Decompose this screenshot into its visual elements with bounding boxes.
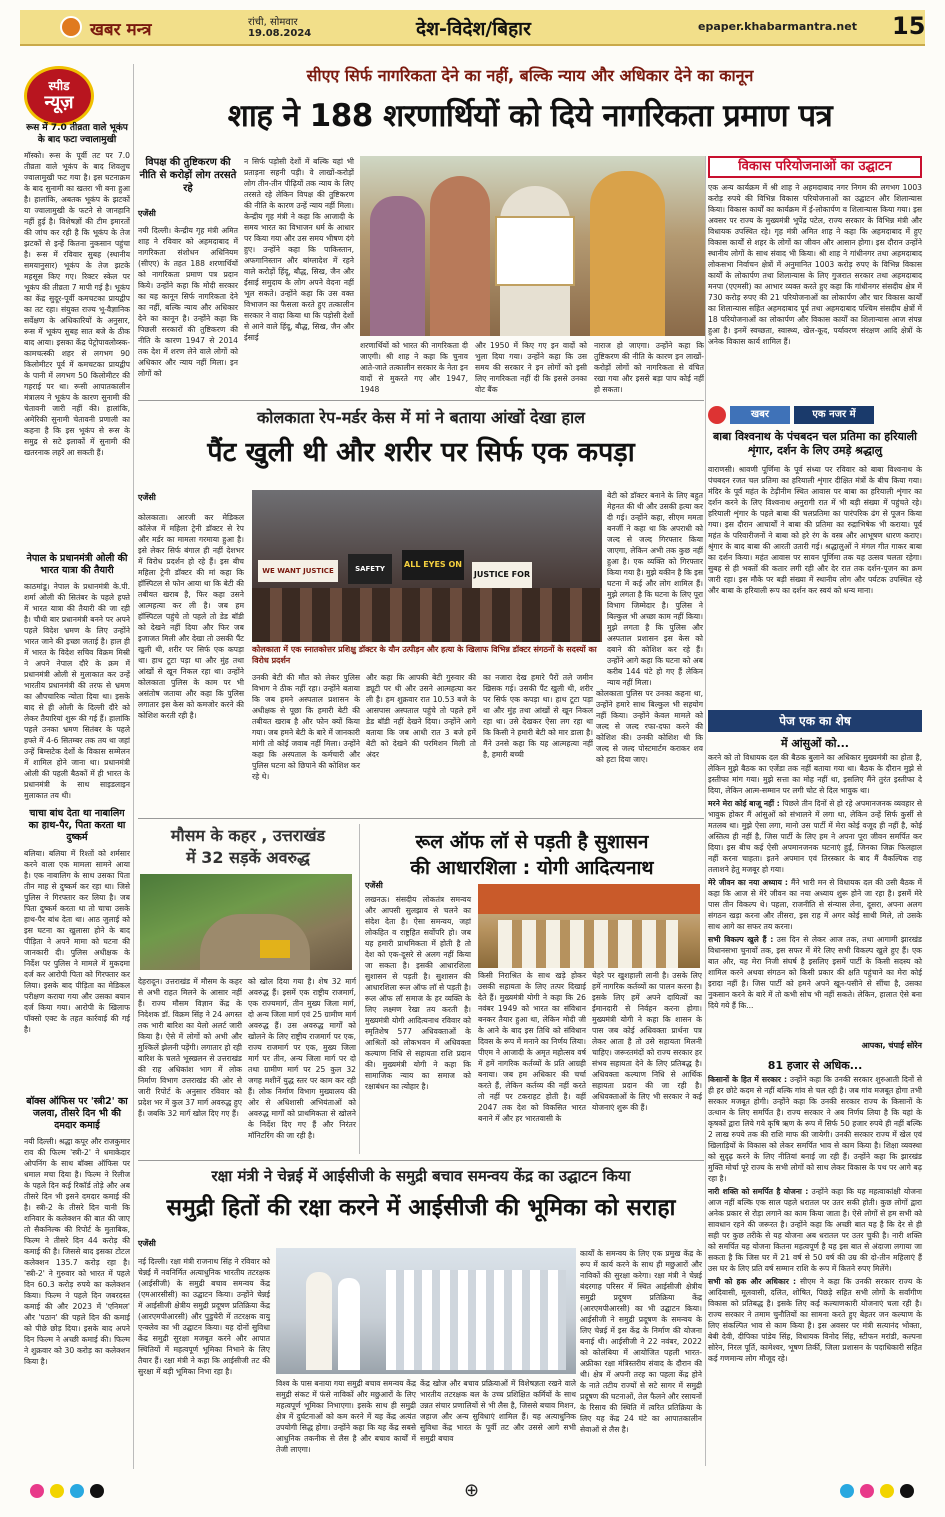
coast-guard-column-2: विश्व के पास बनाया गया समुद्री बचाव समन्वय केंद्र समुद्री संकट में फंसे नाविकों और मछुआरों के लिए महत्वपूर्ण भूमिका निभाएगा। इसके साथ ही समुद्री क्षेत्र में दुर्घटनाओं को कम करने में यह केंद्र अत्यंत उपयोगी सिद्ध होगा। उन्होंने कहा कि यह केंद्र सबसे आधुनिक तकनीक से लैस है और बचाव कार्यों में तेजी लाएगा। [276,1379,416,1454]
lead-photo-figure-left [430,176,490,336]
divider [138,818,704,819]
divider [138,1160,704,1161]
lead-photo-figure-right [590,171,665,336]
shesh-label: किसानों के हित में सरकार : [708,1075,788,1084]
kolkata-headline: पैंट खुली थी और शरीर पर सिर्फ एक कपड़ा [207,437,635,468]
footer-bar [20,1476,925,1506]
rule-of-law-headline-line1: रूल ऑफ लॉ से पड़ती है सुशासन [415,831,649,853]
speed-news-logo [24,66,94,126]
shesh-label: सभी विकल्प खुले हैं : [708,935,774,944]
masthead-bar [20,10,925,46]
coast-guard-kicker: रक्षा मंत्री ने चेन्नई में आईसीजी के समुद्री बचाव समन्वय केंद्र का उद्घाटन किया [211,1167,631,1185]
mausam-headline-line2: में 32 सड़कें अवरुद्ध [186,848,310,867]
brand-name: खबर मन्त्र [90,20,152,40]
speed-news-body: काठमांडू। नेपाल के प्रधानमंत्री के.पी. शर्मा ओली की सितंबर के पहले हफ्ते में भारत यात्रा की तैयारी की जा रही है। चौथी बार प्रधानमंत्री बनने पर अपने पहले विदेश भ्रमण के लिए उन्होंने भारत जाने की इच्छा जताई है। हाल ही में भारत के विदेश सचिव विक्रम मिस्री ने अपने नेपाल दौरे के क्रम में प्रधानमंत्री ओली से मुलाकात कर उन्हें भारतीय प्रधानमंत्री की तरफ से भ्रमण का औपचारिक न्योता दिया था। इसके बाद से ही ओली के दिल्ली दौरे को लेकर तैयारियां शुरू की गई हैं। हालांकि पहले उनका भ्रमण सितंबर के पहले हफ्ते में 4-6 सितम्बर तक तय था जहां उन्हें बिम्सटेक देशों के विकास सम्मेलन में शामिल होने जाना था। प्रधानमंत्री ओली की पहली बैठकों में ही भारत के प्रधानमंत्री के साथ साइडलाइन मुलाकात तय थी। [24,582,130,800]
mausam-headline-line1: मौसम के कहर , उत्तराखंड [170,826,326,845]
shesh-paragraph [708,1074,922,1184]
shesh-sub: में आंसुओं को... [781,737,849,750]
edition-city-day: रांची, सोमवार [248,17,298,28]
kolkata-column-2: उनकी बेटी की मौत को लेकर पुलिस विभाग ने ठीक नहीं रहा। उन्होंने बताया कि जब हमने अस्पताल प्रशासन के अधीक्षक से पूछा कि हमारी बेटी की तबीयत खराब है और फोन क्यों किया गया। जब हमने बेटी के बारे में जानकारी मांगी तो कोई जवाब नहीं मिला। उन्होंने कहा कि अस्पताल के कर्मचारी और पुलिस घटना को छिपाने की कोशिश कर रहे थे। [252,673,360,781]
mausam-photo [140,874,352,970]
shesh-text-block [708,752,922,1038]
ek-nazar-headline: बाबा विश्वनाथ के पंचबदन चल प्रतिमा का हरियाली शृंगार, दर्शन के लिए उमड़े श्रद्धालु [713,430,917,457]
speed-news-logo-top: स्पीड [48,79,70,93]
vikas-body: एक अन्य कार्यक्रम में श्री शाह ने अहमदाबाद नगर निगम की लगभग 1003 करोड़ रुपये की विभिन्न विकास परियोजनाओं का उद्घाटन और शिलान्यास किया। विकास कार्यों का कार्यक्रम में ई-लोकार्पण व शिलान्यास किया गया। इस अवसर पर राज्य के मुख्यमंत्री भूपेंद्र पटेल, राज्य सरकार के विभिन्न मंत्री और विधायक उपस्थित रहे। गृह मंत्री अमित शाह ने कहा कि अहमदाबाद में हुए विकास कार्यों से शहर के लोगों का जीवन और आसान होगा। इस दौरान उन्होंने स्थानीय लोगों के साथ संवाद भी किया। श्री शाह ने गांधीनगर तथा अहमदाबाद लोकसभा निर्वाचन क्षेत्रों में अनुमानित 1003 करोड़ रुपए के विभिन्न विकास कार्यों के लोकार्पण तथा शिलान्यास के लिए गुजरात सरकार तथा अहमदाबाद मनपा (एएमसी) का आभार व्यक्त करते हुए कहा कि गांधीनगर संसदीय क्षेत्र में 730 करोड़ रुपए की 21 परियोजनाओं का लोकार्पण और चार विकास कार्यों का शिलान्यास सहित अहमदाबाद पूर्व तथा अहमदाबाद पश्चिम संसदीय क्षेत्रों में 18 परियोजनाओं का लोकार्पण और विकास कार्यों का शिलान्यास आज संपन्न हुआ है। इनमें स्वच्छता, स्वास्थ्य, खेल-कूद, पर्यावरण संरक्षण आदि क्षेत्रों के अनेक विकास कार्य शामिल हैं। [708,183,922,346]
lead-column-1: नयी दिल्ली। केन्द्रीय गृह मंत्री अमित शाह ने रविवार को अहमदाबाद में नागरिकता संशोधन अधिनियम (सीएए) के तहत 188 शरणार्थियों को नागरिकता प्रमाण पत्र प्रदान किये। उन्होंने कहा कि मोदी सरकार का यह कानून सिर्फ नागरिकता देने का नहीं, बल्कि न्याय और अधिकार देने का कानून है। उन्होंने कहा कि पिछली सरकारों की तुष्टिकरण की नीति के कारण 1947 से 2014 तक देश में शरण लेने वाले लोगों को अधिकार और न्याय नहीं मिला। इन लोगों को [138,226,238,378]
protest-sign: SAFETY [348,554,392,584]
shesh-paragraph [708,1276,922,1364]
coast-guard-headline: समुद्री हितों की रक्षा करने में आईसीजी की भूमिका को सराहा [166,1195,676,1221]
shesh-paragraph [708,877,922,932]
vikas-headline-box [708,156,922,178]
guard-of-honour [386,1270,566,1370]
shesh-paragraph: करने को तो विधायक दल की बैठक बुलाने का अधिकार मुख्यमंत्री का होता है, लेकिन मुझे बैठक का एजेंडा तक नहीं बताया गया था। बैठक के दौरान मुझे से इस्तीफा मांग गया। मुझे सत्ता का मोह नहीं था, इसलिए मैंने तुरंत इस्तीफा दे दिया, लेकिन आत्म-सम्मान पर लगी चोट से दिल भावुक था। [708,753,922,795]
minister-figure [306,1272,332,1370]
shesh-text: उस दिन से लेकर आज तक, तथा आगामी झारखंड विधानसभा चुनावों तक, इस सफर में मेरे लिए सभी विकल्प खुले हुए हैं। एक बात और, यह मेरा निजी संघर्ष है इसलिए इसमें पार्टी के किसी सदस्य को शामिल करने अथवा संगठन को किसी प्रकार की क्षति पहुंचाने का मेरा कोई इरादा नहीं है। जिस पार्टी को हमने अपने खून-पसीने से सींचा है, उसका नुकसान करने के बारे में तो कभी सोच भी नहीं सकते। लेकिन, हालात ऐसे बना दिये गये हैं कि... [708,935,922,1010]
vikas-headline: विकास परियोजनाओं का उद्घाटन [738,159,892,174]
color-register-mark-icon [860,1484,874,1498]
speed-news-headline: रूस में 7.0 तीव्रता वाले भूकंप के बाद फटा ज्वालामुखी [26,123,128,145]
color-register-mark-icon [30,1484,44,1498]
mausam-column-1: देहरादून। उत्तराखंड में मौसम के कहर से अभी राहत मिलने के आसार नहीं हैं। राज्य मौसम विज्ञान केंद्र के निदेशक डॉ. विक्रम सिंह ने 24 अगस्त तक भारी बारिश का येलो अलर्ट जारी किया है। ऐसे में लोगों को अभी और मुश्किलें झेलनी पड़ेंगी। लगातार हो रही बारिश के चलते भूस्खलन से उत्तराखंड की राह अधिकांश भाग में लोक निर्माण विभाग उत्तराखंड की ओर से जारी रिपोर्ट के अनुसार रविवार को प्रदेश भर में कुल 37 मार्ग अवरुद्ध हुए हैं। जबकि 32 मार्ग खोल दिए गए हैं। [138,977,242,1118]
lead-photo [360,156,705,336]
lead-headline: शाह ने 188 शरणार्थियों को दिये नागरिकता प्रमाण पत्र [227,98,833,134]
officer-figure [338,1278,360,1370]
shesh-paragraph [708,1186,922,1274]
coast-guard-photo [276,1248,576,1374]
column-rule [359,824,360,1154]
kolkata-kicker: कोलकाता रेप-मर्डर केस में मां ने बताया आंखों देखा हाल [257,408,585,427]
shesh-label: मेरे जीवन का नया अध्याय : [708,878,788,887]
shesh-text: मैंने भारी मन से विधायक दल की उसी बैठक में कहा कि आज से मेरे जीवन का नया अध्याय शुरू होने जा रहा है। इसमें मेरे पास तीन विकल्प थे। पहला, राजनीति से संन्यास लेना, दूसरा, अपना अलग संगठन खड़ा करना और तीसरा, इस राह में अगर कोई साथी मिले, तो उसके साथ आगे का सफर तय करना। [708,878,922,931]
shesh-text: पिछले तीन दिनों से हो रहे अपमानजनक व्यवहार से भावुक होकर मैं आंसुओं को संभालने में लगा था, लेकिन उन्हें सिर्फ कुर्सी से मतलब था। मुझे ऐसा लगा, मानो उस पार्टी में मेरा कोई वजूद ही नहीं है, कोई अस्तित्व ही नहीं है, जिस पार्टी के लिए हम ने अपना पूरा जीवन समर्पित कर दिया। इस बीच कई ऐसी अपमानजनक घटनाएं हुईं, जिनका जिक्र फिलहाल नहीं करना चाहता। इतने अपमान एवं तिरस्कार के बाद मैं वैकल्पिक राह तलाशने हेतु मजबूर हो गया। [708,799,922,874]
coast-guard-byline: एजेंसी [138,1239,156,1248]
lead-column-2: न सिर्फ पड़ोसी देशों में बल्कि यहां भी प्रताड़ना सहनी पड़ी। वे लाखों-करोड़ों लोग तीन-तीन पीढ़ियों तक न्याय के लिए तरसते रहे लेकिन विपक्ष की तुष्टिकरण की नीति के कारण उन्हें न्याय नहीं मिला। केन्द्रीय गृह मंत्री ने कहा कि आजादी के समय भारत का विभाजन धर्म के आधार पर किया गया और उस समय भीषण दंगे हुए। उन्होंने कहा कि पाकिस्तान, अफगानिस्तान और बांग्लादेश में रहने वाले करोड़ों हिंदू, बौद्ध, सिख, जैन और ईसाई समुदाय के लोग अपने वेदना नहीं भूल सकते। उन्होंने कहा कि उस वक्त विभाजन का फैसला करते हुए तत्कालीन सरकार ने वादा किया था कि पड़ोसी देशों से आने वाले हिंदू, बौद्ध, सिख, जैन और ईसाई [244,157,354,342]
protest-sign: JUSTICE FOR [472,562,532,588]
edition-date: 19.08.2024 [248,28,312,39]
kolkata-column-4: का नजारा देख हमारे पैरों तले जमीन खिसक गई। उसकी पैंट खुली थी, शरीर पर सिर्फ एक कपड़ा था। हाथ टूटा पड़ा था और मुंह तथा आंखों से खून निकल रहा था। उसे देखकर ऐसा लग रहा था कि किसी ने हमारी बेटी को मार डाला है। मैंने उनसे कहा कि यह आत्महत्या नहीं है, हमारी बच्ची [483,673,593,759]
shesh-signature: आपका, चंपाई सोरेन [861,1041,922,1050]
coast-guard-column-4: कार्यों के समन्वय के लिए एक प्रमुख केंद्र के रूप में कार्य करने के साथ ही मछुआरों और नाविकों की सुरक्षा करेगा। रक्षा मंत्री ने चेन्नई बंदरगाह परिसर में स्थित आईसीजी क्षेत्रीय समुद्री प्रदूषण प्रतिक्रिया केंद्र (आरएमपीआरसी) का भी उद्घाटन किया। आईसीजी ने समुद्री प्रदूषण के समन्वय के लिए चेन्नई में इस केंद्र के निर्माण की योजना बनाई थी। आईसीजी ने 22 नवंबर, 2022 को कोलंबिया में आयोजित पहली भारत-अफ्रीका रक्षा मंत्रिस्तरीय संवाद के दौरान की थी। क्षेत्र में अपनी तरह का पहला केंद्र होने के नाते तटीय राज्यों से सटे सागर में समुद्री प्रदूषण की घटनाओं, तेल फैलने और रसायनों के रिसाव की स्थिति में त्वरित प्रतिक्रिया के लिए यह केंद्र 24 घंटे का आपातकालीन सेवाओं से लैस है। [580,1249,702,1434]
section-title: देश-विदेश/बिहार [416,18,531,40]
ek-nazar-tag-right: एक नजर में [794,406,874,424]
shesh-text: उन्होंने कहा कि उनकी सरकार शुरुआती दिनों से ही हर छोटे कदम से नहीं बल्कि गांव से चल रही है। जब गांव मजबूत होगा तभी सरकार मजबूत होगी। उन्होंने कहा कि उनकी सरकार राज्य के किसानों के उत्थान के लिए समर्पित है। राज्य सरकार ने अब निर्णय लिया है कि यहां के कृषकों द्वारा लिये गये कृषि ऋण के रूप में सिर्फ 50 हजार रुपये ही नहीं बल्कि 2 लाख रुपये तक की राशि माफ की जायेगी। उनकी सरकार राज्य में खेल एवं खिलाड़ियों के विकास को लेकर समर्पित भाव से काम किया है। शिक्षा व्यवस्था को सुदृढ़ करने के लिए नीतियां बनाई जा रही हैं। उन्होंने कहा कि झारखंड मुक्ति मोर्चा पूरे राज्य के सभी लोगों को साथ लेकर विकास के पथ पर आगे बढ़ रहा है। [708,1075,922,1183]
right-column-rule [705,156,706,1466]
color-register-mark-icon [70,1484,84,1498]
color-register-mark-icon [90,1484,104,1498]
stage-banner [478,884,700,914]
coast-guard-column-3: केंद्र खोज और बचाव प्रक्रियाओं में विशेषज्ञता रखने वाले भारतीय तटरक्षक बल के उच्च प्रशिक्षित कर्मियों के साथ उन्नत संचार प्रणालियों से भी लैस है, जिससे बचाव मिशन, जहाज और अन्य सुविधाएं शामिल हैं। यह अत्याधुनिक सुविधा केंद्र भारत के पूर्वी तट और उससे आगे सभी समुद्री बचाव [420,1379,576,1443]
rule-of-law-column-2: किसी निराश्रित के साथ खड़े होकर उसकी सहायता के लिए तत्पर दिखाई देते हैं। मुख्यमंत्री योगी ने कहा कि 26 नवंबर 1949 को भारत का संविधान बनकर तैयार हुआ था, लेकिन मोदी जी के आने के बाद इस तिथि को संविधान दिवस के रूप में मनाने का निर्णय लिया। पीएम ने आजादी के अमृत महोत्सव वर्ष में हमें नागरिक कर्तव्यों के प्रति आग्रही बनाया। जब हम अधिकार की चर्चा करते हैं, लेकिन कर्तव्य की नहीं करते तो नहीं पर टकराहट होती है। वहीं 2047 तक देश को विकसित भारत बनाने में और हर भारतवासी के [478,971,587,1123]
rule-of-law-column-3: चेहरे पर खुशहाली लानी है। उसके लिए हमें नागरिक कर्तव्यों का पालन करना है। इसके लिए हमें अपने दायित्वों का ईमानदारी से निर्वहन करना होगा। मुख्यमंत्री योगी ने कहा कि शासन के पास जब कोई अधिवक्ता प्रार्थना पत्र लेकर आता है तो उसे सहायता मिलनी चाहिए। जरूरतमंदों को राज्य सरकार हर संभव सहायता देने के लिए प्रतिबद्ध है। अधिवक्ता कल्याण निधि से आर्थिक सहायता प्रदान की जा रही है। अधिवक्ताओं के लिए भी सरकार ने कई योजनाएं शुरू की हैं। [592,971,702,1112]
shesh-label: नारी शक्ति को समर्पित है योजना : [708,1187,809,1196]
color-register-mark-icon [900,1484,914,1498]
shesh-label: मरने मेरा कोई बाजू नहीं : [708,799,780,808]
kolkata-column-3: और कहा कि आपकी बेटी गुरुवार की ड्यूटी पर थी और उसने आत्महत्या कर ली है। हम शुक्रवार रात 10.53 बजे के आसपास अस्पताल पहुंचे तो पहले हमें डेड बॉडी नहीं देखने दिया। उन्होंने आगे बताया कि जब आधी रात 3 बजे हमें बेटी को देखने की परमिशन मिली तो अंदर [366,673,476,759]
speed-news-column [24,122,130,1467]
lead-byline: एजेंसी [138,209,156,218]
divider [138,400,704,401]
protest-sign: ALL EYES ON [402,550,464,580]
color-register-mark-icon [840,1484,854,1498]
kolkata-photo [252,490,602,642]
shesh-title: पेज एक का शेष [779,714,851,728]
certificate-icon [495,216,575,286]
stage-people [498,920,678,968]
rule-of-law-byline: एजेंसी [365,881,383,890]
kolkata-column-5: बेटी को डॉक्टर बनाने के लिए बहुत मेहनत की थी और उसकी हत्या कर दी गई। उन्होंने कहा, सीएम ममता बनर्जी ने कहा था कि अपराधी को जल्द से जल्द गिरफ्तार किया जाएगा, लेकिन अभी तक कुछ नहीं हुआ है। एक व्यक्ति को गिरफ्तार किया गया है। मुझे यकीन है कि इस घटना में कई और लोग शामिल हैं। मुझे लगता है कि घटना के लिए पूरा विभाग जिम्मेदार है। पुलिस ने बिल्कुल भी अच्छा काम नहीं किया। मुझे लगता है कि पुलिस और अस्पताल प्रशासन इस केस को दबाने की कोशिश कर रहे हैं। उन्होंने आगे कहा कि घटना को अब करीब 144 घंटे हो गए हैं लेकिन न्याय नहीं मिला। [607,491,704,687]
color-register-mark-icon [50,1484,64,1498]
lead-column-4: और 1950 में किए गए इन वादों को भुला दिया गया। उन्होंने कहा कि उस समय की सरकार ने इन लोगों को इसी लिए नागरिकता नहीं दी कि इससे उनका वोट बैंक [475,341,587,394]
shesh-label: सभी को हक और अधिकार : [708,1277,797,1286]
shesh-header [708,710,922,732]
left-column-rule [133,64,134,1469]
kolkata-photo-caption: कोलकाता में एक स्नातकोत्तर प्रशिक्षु डॉक्टर के यौन उत्पीड़न और हत्या के खिलाफ विभिन्न डॉक्टर संगठनों के सदस्यों का विरोध प्रदर्शन [252,645,597,665]
ek-nazar-flower-icon [708,406,726,424]
lead-subheadline: विपक्ष की तुष्टिकरण की नीति से करोड़ों लोग तरसते रहे [139,157,237,194]
shesh-paragraph [708,934,922,1011]
brand-logo-icon [60,16,82,38]
registration-mark-icon: ⊕ [464,1480,480,1501]
shesh-text: सीएम ने कहा कि उनकी सरकार राज्य के आदिवासी, मूलवासी, दलित, शोषित, पिछड़े सहित सभी लोगों के सर्वांगीण विकास को प्रतिबद्ध है। इसके लिए कई कल्याणकारी योजनाएं चला रही है। राज्य सरकार ने तमाम चुनौतियों का सामना करते हुए बेहतर जन कल्याण के लिए संकल्पित भाव से काम किया है। इस अवसर पर मंत्री सत्यानंद भोक्ता, बेबी देवी, दीपिका पांडेय सिंह, विधायक विनोद सिंह, स्टीफन मरांडी, कल्पना सोरेन, निरल पूर्ति, कामेश्वर, भूषण तिर्की, जिला प्रशासन के पदाधिकारी सहित कई गणमान्य लोग मौजूद रहे। [708,1277,923,1363]
rule-of-law-headline-line2: की आधारशिला : योगी आदित्यनाथ [410,857,654,879]
speed-news-headline: चाचा बांध देता था नाबालिग का हाथ-पैर, पिता करता था दुष्कर्म [28,808,126,843]
mausam-column-2: को खोल दिया गया है। शेष 32 मार्ग अवरुद्ध हैं। इसमें एक राष्ट्रीय राजमार्ग, एक राज्यमार्ग, तीन मुख्य जिला मार्ग, दो अन्य जिला मार्ग एवं 25 ग्रामीण मार्ग अवरुद्ध हैं। उस अवरुद्ध मार्गों को खोलने के लिए राष्ट्रीय राजमार्ग पर एक, राज्य राजमार्ग पर एक, मुख्य जिला मार्ग पर तीन, अन्य जिला मार्ग पर दो तथा ग्रामीण मार्ग पर 25 कुल 32 जगह मशीनें युद्ध स्तर पर काम कर रही हैं। लोक निर्माण विभाग मुख्यालय की ओर से अधिशासी अभियंताओं को अवरुद्ध मार्गों को प्राथमिकता से खोलने के निर्देश दिए गए हैं और निरंतर मॉनिटरिंग की जा रही है। [248,977,356,1140]
kolkata-column-1: कोलकाता। आरजी कर मेडिकल कॉलेज में महिला ट्रेनी डॉक्टर से रेप और मर्डर का मामला गरमाया हुआ है। इसे लेकर सिर्फ बंगाल ही नहीं देशभर में विरोध प्रदर्शन हो रहे हैं। इस बीच महिला ट्रेनी डॉक्टर की मां कहा कि हॉस्पिटल से फोन आया था कि बेटी की तबीयत खराब है, फिर कहा उसने आत्महत्या कर ली है। जब हम हॉस्पिटल पहुंचे तो पहले तो डेड बॉडी को देखने नहीं दिया और फिर जब इजाजत मिली और देखा तो उसकी पैंट खुली थी, शरीर पर सिर्फ एक कपड़ा था। हाथ टूटा पड़ा था और मुंह तथा आंखों से खून निकल रहा था। उन्होंने कोलकाता पुलिस के काम पर भी असंतोष जताया और कहा कि पुलिस लगातार इस केस को कमजोर करने की कोशिश करती रही है। [138,513,244,720]
shesh-paragraph [708,798,922,875]
lead-kicker: सीएए सिर्फ नागरिकता देने का नहीं, बल्कि न्याय और अधिकार देने का कानून [306,66,754,85]
protest-crowd [252,588,602,642]
speed-news-body: नयी दिल्ली। श्रद्धा कपूर और राजकुमार राव की फिल्म 'स्त्री-2' ने धमाकेदार ओपनिंग के साथ बॉक्स ऑफिस पर धमाल मचा दिया है। फिल्म ने रिलीज के पहले दिन कई रिकॉर्ड तोड़े और अब तीसरे दिन भी इसने दमदार कमाई की है। स्त्री-2 के तीसरे दिन यानी कि शनिवार के कलेक्शन की बात की जाए तो सैकनिल्क की रिपोर्ट के मुताबिक, फिल्म ने तीसरे दिन 44 करोड़ की कमाई की है। जिससे बाद इसका टोटल कलेक्शन 135.7 करोड़ रहा है। 'स्त्री-2' ने गुरुवार को भारत में पहले दिन 60.3 करोड़ रुपये का कलेक्शन किया। फिल्म ने पहले दिन जबरदस्त कमाई की और 2023 में 'एनिमल' और 'पठान' की पहले दिन की कमाई को पीछे छोड़ दिया। इसके बाद अपने दिन फिल्म ने अच्छी कमाई की। फिल्म ने शुक्रवार को 30 करोड़ का कलेक्शन किया है। [24,1137,130,1366]
shesh-text-block [708,1074,922,1466]
kolkata-byline: एजेंसी [138,493,156,502]
rule-of-law-photo [478,884,700,968]
speed-news-body: बलिया। बलिया में रिश्तों को शर्मसार करने वाला एक मामला सामने आया है। एक नाबालिग के साथ उसका पिता तीन माह से दुष्कर्म कर रहा था। जिसे पुलिस ने गिरफ्तार कर लिया है। जब पिता दुष्कर्म करता था तो चाचा उसके हाथ-पैर बांध देता था। आठ जुलाई को इस घटना का खुलासा होने के बाद पीड़िता ने अपने मामा को घटना की जानकारी दी। पुलिस अधीक्षक के निर्देश पर पुलिस ने मामले में मुकदमा दर्ज कर आरोपी पिता को गिरफ्तार कर लिया। इसके बाद पीड़िता का मेडिकल परीक्षण कराया गया और उसका बयान दर्ज किया गया। आरोपी के खिलाफ पॉक्सो एक्ट के तहत कार्रवाई की गई है। [24,849,130,1034]
speed-news-logo-bottom: न्यूज़ [44,92,74,113]
color-register-mark-icon [880,1484,894,1498]
ek-nazar-tag-left: खबर [730,406,790,424]
lead-column-5: नाराज हो जाएगा। उन्होंने कहा कि तुष्टिकरण की नीति के कारण इन लाखों-करोड़ों लोगों को नागरिकता से वंचित रखा गया और इससे बड़ा पाप कोई नहीं हो सकता। [594,341,704,394]
excavator-icon [260,940,290,958]
ek-nazar-body: वाराणसी। श्रावणी पूर्णिमा के पूर्व संध्या पर रविवार को बाबा विश्वनाथ के पंचबदन रजत चल प्रतिमा का हरियाली शृंगार दीक्षित मंत्रों के बीच किया गया। मंदिर के पूर्व महंत के टेढ़ीनीम स्थित आवास पर बाबा का हरियाली शृंगार का दर्शन करने के लिए विश्वनाथ अनुरागी रात में भी बड़ी संख्या में पहुंचते रहे। हरियाली शृंगार के पहले बाबा की चलप्रतिमा का पारंपरिक ढंग से पूजन किया गया। इस दौरान आचार्यों ने बाबा की प्रतिमा का रुद्राभिषेक भी कराया। पूर्व महंत के परिवारीजनों ने बाबा को हरे रंग के वस्त्र और आभूषण धारण कराए। श्रृंगार के बाद बाबा की आरती उतारी गई। श्रद्धालुओं ने मंगल गीत गाकर बाबा का दर्शन किया। महंत आवास पर सावन पूर्णिमा तक यह उत्सव चलता रहेगा। सुबह से ही भक्तों की कतार लगी रही और देर रात तक दर्शन-पूजन का क्रम जारी रहा। इस मौके पर बड़ी संख्या में स्थानीय लोग और पर्यटक उपस्थित रहे और बाबा के हरियाली रूप का दर्शन कर स्वयं को धन्य माना। [708,465,922,595]
shesh-text: उन्होंने कहा कि यह महत्वाकांक्षी योजना आज नहीं बल्कि एक साल पहले धरातल पर उतर सकी होती। कुछ लोगों द्वारा अनेक प्रकार से रोड़ा लगाने का काम किया जाता है। ऐसे लोगों से हम सभी को सावधान रहने की जरूरत है। उन्होंने कहा कि अच्छी बात यह है कि देर से ही सही पर कुछ तरीके से यह योजना अब धरातल पर उतर चुकी है। नारी शक्ति को समर्पित यह योजना कितना महत्वपूर्ण है यह इस बात से अंदाजा लगाया जा सकता है कि जिस घर में 21 वर्ष से 50 वर्ष की उम्र की दो-तीन महिलाएं हैं उस घर के लिए प्रति वर्ष सम्मान राशि के रूप में कितने रुपए मिलेंगे। [708,1187,923,1273]
coast-guard-column-1: नई दिल्ली। रक्षा मंत्री राजनाथ सिंह ने रविवार को चेन्नई में नवनिर्मित अत्याधुनिक भारतीय तटरक्षक (आईसीजी) के समुद्री बचाव समन्वय केंद्र (एमआरसीसी) का उद्घाटन किया। उन्होंने चेन्नई में आईसीजी क्षेत्रीय समुद्री प्रदूषण प्रतिक्रिया केंद्र (आरएमपीआरसी) और पुडुचेरी में तटरक्षक वायु एन्क्लेव का भी उद्घाटन किया। यह दोनों सुविधा केंद्र समुद्री सुरक्षा मजबूत करने और आपात स्थितियों में महत्वपूर्ण भूमिका निभाने के लिए तैयार हैं। रक्षा मंत्री ने कहा कि आईसीजी तट की सुरक्षा में बड़ी भूमिका निभा रहा है। [138,1257,270,1376]
speed-news-body: मॉस्को। रूस के पूर्वी तट पर 7.0 तीव्रता वाले भूकंप के बाद शिवलुच ज्वालामुखी फट गया है। इस घटनाक्रम के बाद सुनामी का खतरा भी बना हुआ है। हालांकि, अबतक भूकंप के झटकों या ज्वालामुखी के फटने से जानहानि नहीं हुई है। विशेषज्ञों की टीम इमारतों की जांच कर रही है कि भूकंप के तेज झटकों से इन्हें कितना नुकसान पहुंचा है। रूस में रविवार सुबह (स्थानीय समयानुसार) भूकंप के तेज झटके महसूस किए गए। रिक्टर स्केल पर भूकंप की तीव्रता 7 मापी गई है। भूकंप का केंद्र सुदूर-पूर्वी कमचटका प्रायद्वीप का तट रहा। संयुक्त राज्य भू-वैज्ञानिक सर्वेक्षण के अधिकारियों के अनुसार, रूस में भूकंप सुबह सात बजे के ठीक बाद आया। इसका केंद्र पेट्रोपावलोव्स्क-कामचत्स्की शहर से लगभग 90 किलोमीटर पूर्व में कमचटका प्रायद्वीप के पानी में लगभग 50 किलोमीटर की गहराई पर था। रूसी आपातकालीन मंत्रालय ने भूकंप के कारण सुनामी की चेतावनी जारी नहीं की। हालांकि, अमेरिकी सुनामी चेतावनी प्रणाली का कहना है कि इस भूकंप से रूस के समुद्र से सटे इलाकों में सुनामी की खतरनाक लहरें आ सकती हैं। [24,151,130,457]
shesh-sub: 81 हजार से अधिक... [767,1059,863,1072]
rule-of-law-column-1: लखनऊ। संसदीय लोकतंत्र समन्वय और आपसी सुलझाव से चलने का संदेश देता है। ऐसा समन्वय, जहां लोकहित व राष्ट्रहित सर्वोपरि हो। जब यह हमारी प्राथमिकता में होती है तो देश को एक-दूसरे से अलग नहीं किया जा सकता है। इसकी आधारशिला सुशासन से पड़ती है। सुशासन की आधारशिला रूल ऑफ लॉ से पड़ती है। रूल ऑफ लॉ समाज के हर व्यक्ति के लिए लक्ष्मण रेखा तय करती है। मुख्यमंत्री योगी आदित्यनाथ रविवार को स्मृतिशेष 577 अधिवक्ताओं के आश्रितों को लोकभवन में अधिवक्ता कल्याण निधि से सहायता राशि प्रदान की। मुख्यमंत्री योगी ने कहा कि सामाजिक न्याय का समाज को रक्षाबंधन का त्योहार है। [365,895,471,1091]
epaper-url[interactable]: epaper.khabarmantra.net [698,20,857,33]
speed-news-headline: नेपाल के प्रधानमंत्री ओली की भारत यात्रा की तैयारी [26,553,128,576]
ek-nazar-tag [708,404,922,426]
page-number: 15 [892,12,926,40]
lead-photo-figure-rear [370,196,425,336]
protest-sign: WE WANT JUSTICE [258,560,338,582]
speed-news-headline: बॉक्स ऑफिस पर 'स्त्री2' का जलवा, तीसरे दिन भी की दमदार कमाई [26,1096,128,1131]
lead-column-3: शरणार्थियों को भारत की नागरिकता दी जाएगी। श्री शाह ने कहा कि चुनाव आते-जाते तत्कालीन सरकार के नेता इन वादों से मुकरते गए और 1947, 1948 [360,341,468,394]
landslide-debris [200,914,310,970]
kolkata-column-6: कोलकाता पुलिस पर उनका कहना था, उन्होंने हमारे साथ बिल्कुल भी सहयोग नहीं किया। उन्होंने केवल मामले को जल्द से जल्द रफा-दफा करने की कोशिश की। उनकी कोशिश थी कि जल्द से जल्द पोस्टमार्टम कराकर शव को हटा दिया जाए। [596,689,703,764]
